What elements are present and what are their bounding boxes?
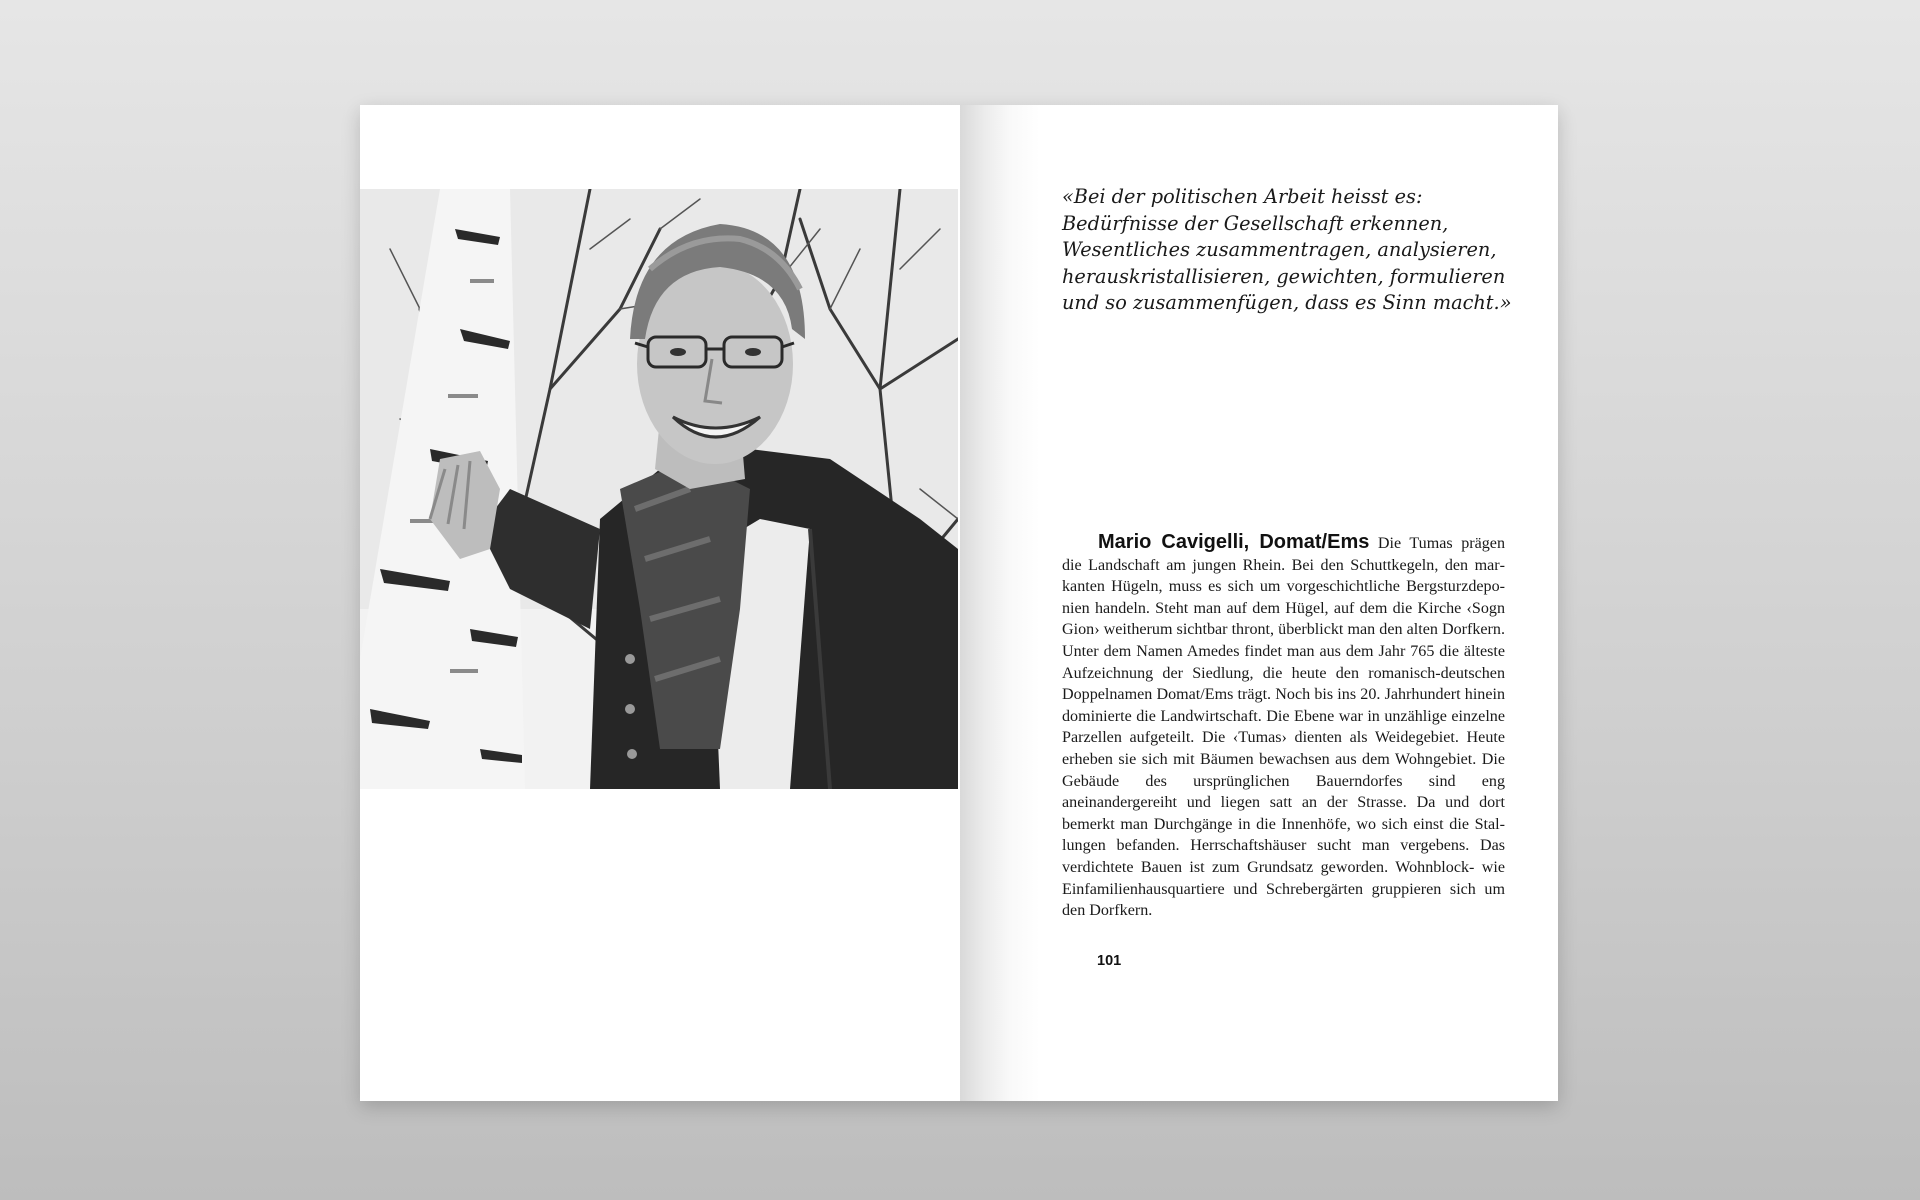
article-text: Die Tumas prägen die Landschaft am jungen Rhein. Bei den Schuttkegeln, den markanten Hügeln, muss es sich um vorgeschichtliche Bergsturzdeponien handeln. Steht man auf dem Hügel, auf dem die Kirche ‹Sogn Gion› weitherum sichtbar thront, überblickt man den alten Dorfkern. Unter dem Namen Amedes findet man aus dem Jahr 765 die älteste Aufzeichnung der Siedlung, die heute den romanisch-deutschen Doppelnamen Domat/Ems trägt. Noch bis ins 20. Jahrhundert hinein dominierte die Landwirtschaft. Die Ebene war in unzählige einzelne Parzellen aufgeteilt. Die ‹Tumas› dienten als Weidegebiet. Heute erheben sie sich mit Bäumen bewachsen aus dem Wohngebiet. Die Gebäude des ursprünglichen Bauerndorfes sind eng aneinandergereiht und liegen satt an der Strasse. Da und dort bemerkt man Durchgänge in die Innenhöfe, wo sich einst die Stallungen befanden. Herrschaftshäuser sucht man vergebens. Das verdichtete Bauen ist zum Grundsatz geworden. Wohnblock- wie Einfamilienhausquartiere und Schrebergärten gruppieren sich um den Dorfkern. bbox=[1062, 535, 1505, 920]
pull-quote: «Bei der politischen Arbeit heisst es: Bedürfnisse der Gesellschaft erkennen, Wesentliches zusammentragen, analysieren, herauskristallisieren, gewichten, formulieren und so zusammenfügen, dass es Sinn macht.» bbox=[1062, 185, 1512, 314]
right-page bbox=[960, 105, 1558, 1101]
portrait-photo bbox=[360, 189, 958, 789]
article-body bbox=[1062, 532, 1505, 922]
page-number: 101 bbox=[1097, 953, 1122, 969]
left-page bbox=[360, 105, 960, 1101]
book-spread bbox=[360, 105, 1558, 1101]
article-heading: Mario Cavigelli, Domat/Ems bbox=[1098, 531, 1370, 553]
